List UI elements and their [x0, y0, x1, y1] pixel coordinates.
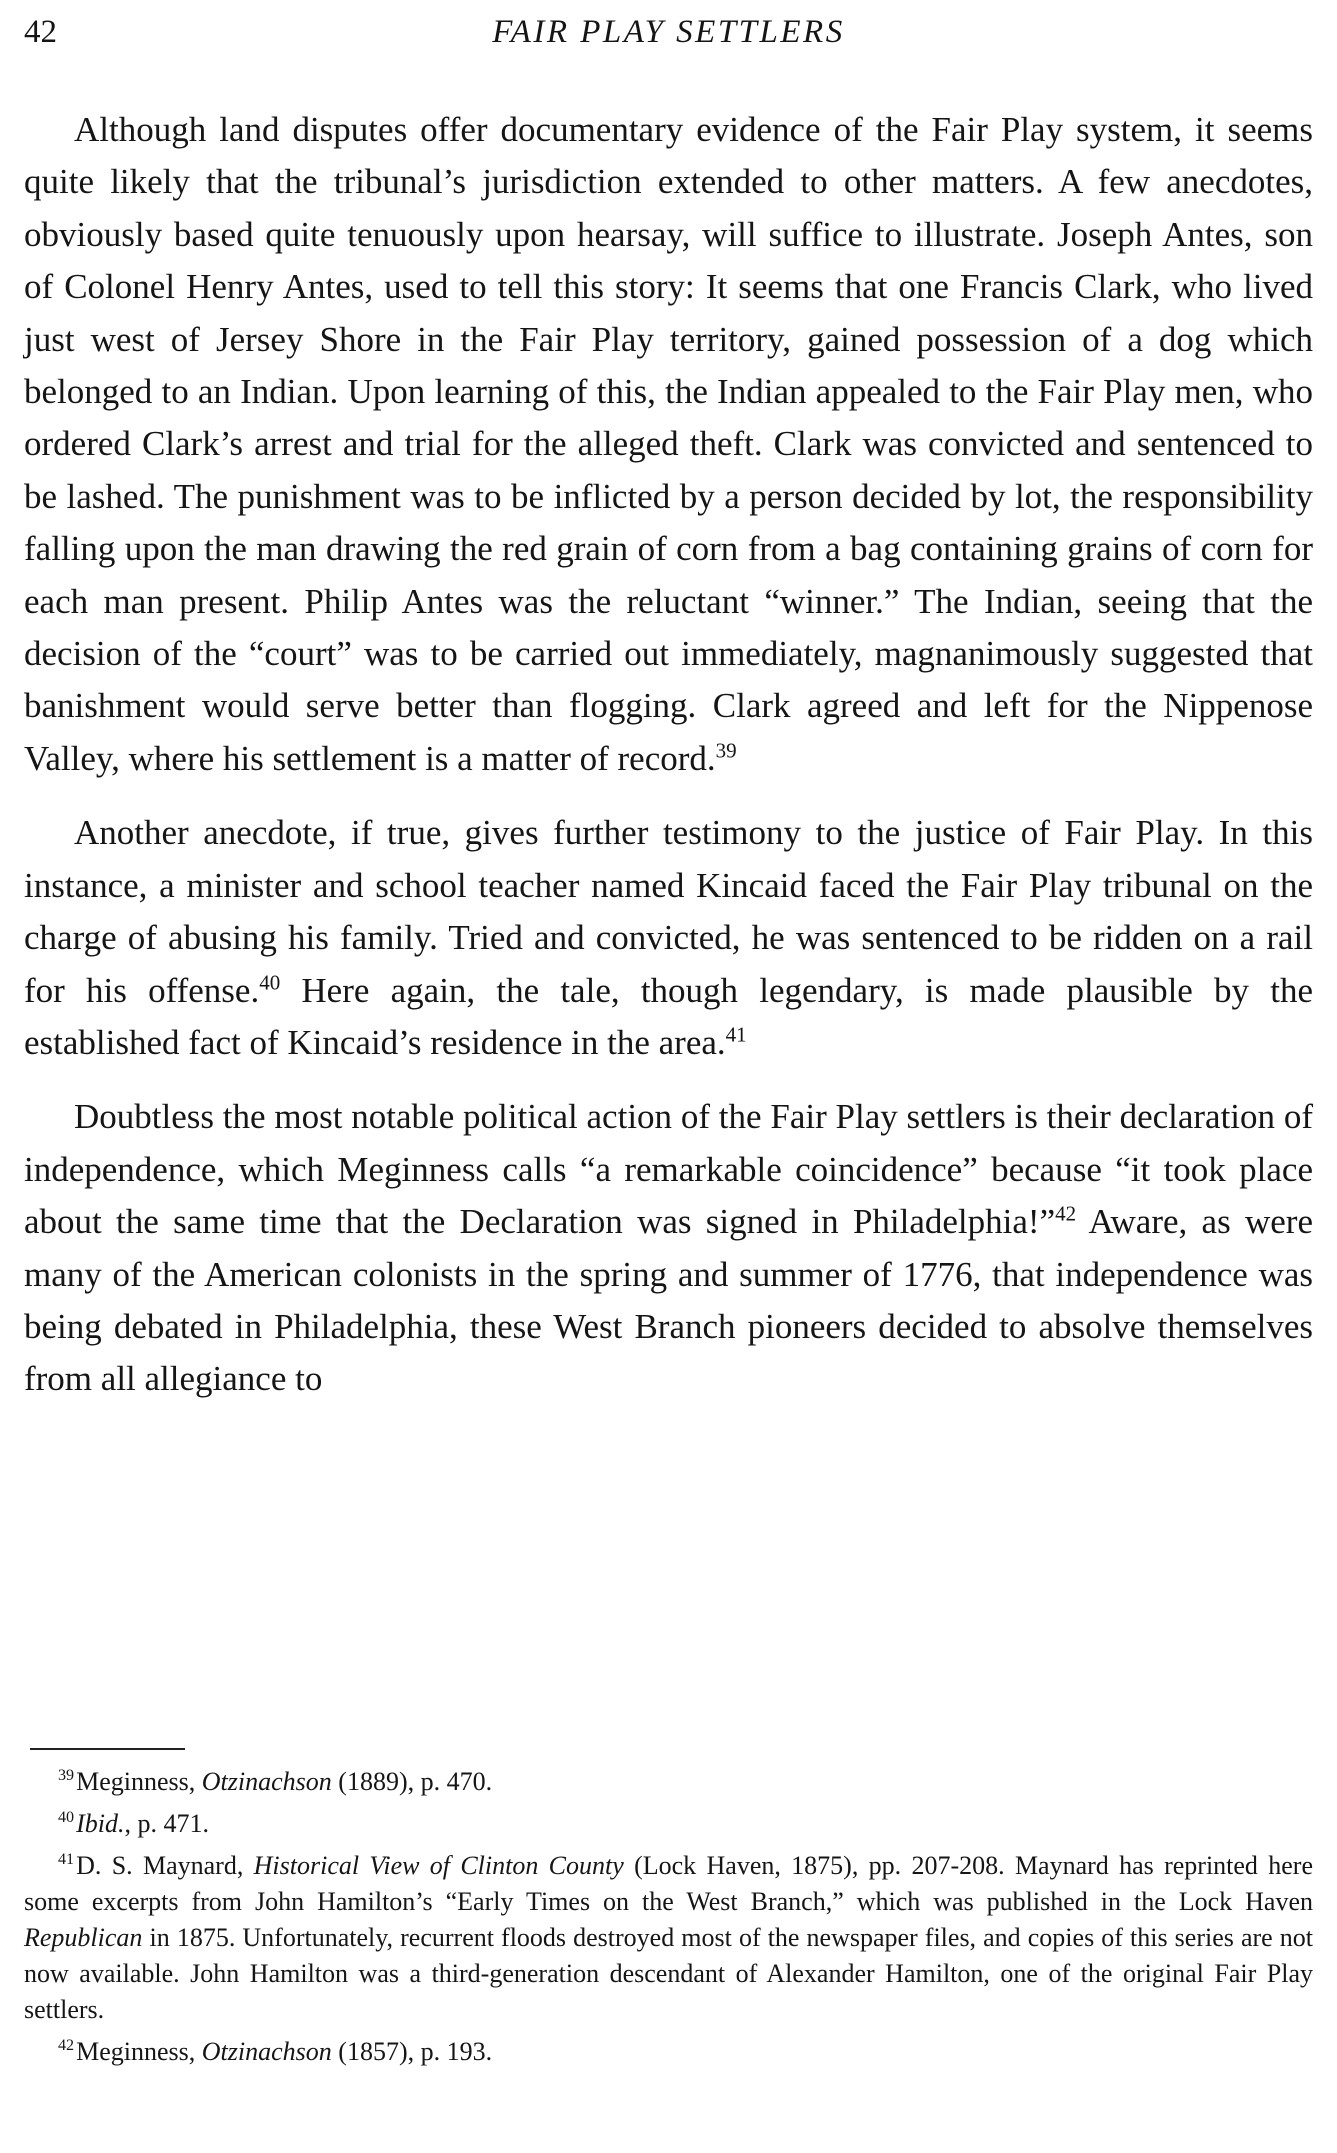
footnote	[24, 1848, 1313, 2028]
footnotes	[24, 1764, 1313, 2076]
footnote-title: Historical View of Clinton County	[253, 1851, 624, 1880]
page-header	[24, 14, 1313, 58]
running-head: FAIR PLAY SETTLERS	[492, 14, 845, 50]
footnote-text: in 1875. Unfortunately, recurrent floods destroyed most of the newspaper files, and copies of this series are not now available. John Hamilton was a third-generation descendant of Alexander Hamilton, one of the original Fair Play settlers.	[24, 1923, 1313, 2024]
paragraph-text: Doubtless the most notable political action of the Fair Play settlers is their declaration of independence, which Meginness calls “a remarkable coincidence” because “it took place about the same time that the Declaration was signed in Philadelphia!”	[24, 1097, 1313, 1242]
footnote-title: Republican	[24, 1923, 143, 1952]
paragraph	[24, 1091, 1313, 1405]
footnote-text: D. S. Maynard,	[76, 1851, 254, 1880]
footnote-number: 40	[58, 1809, 75, 1827]
body-text	[24, 104, 1313, 1428]
footnote	[24, 2034, 1313, 2070]
footnote-text: (1857), p. 193.	[331, 2037, 493, 2066]
footnote-text: , p. 471.	[124, 1809, 209, 1838]
footnote-title: Otzinachson	[201, 2037, 332, 2066]
footnote	[24, 1806, 1313, 1842]
footnote-ref: 42	[1055, 1201, 1077, 1226]
page-number: 42	[24, 14, 57, 50]
footnote-text: Meginness,	[76, 2037, 202, 2066]
footnote-number: 42	[58, 2037, 75, 2055]
paragraph-text: Another anecdote, if true, gives further testimony to the justice of Fair Play. In this instance, a minister and school teacher named Kincaid faced the Fair Play tribunal on the charge of abusing his family. Tried and convicted, he was sentenced to be ridden on a rail for his offense.	[24, 813, 1313, 1010]
paragraph-text: Although land disputes offer documentary evidence of the Fair Play system, it seems quite likely that the tribunal’s jurisdiction extended to other matters. A few anecdotes, obviously based quite tenuously upon hearsay, will suffice to illustrate. Joseph Antes, son of Colonel Henry Antes, used to tell this story: It seems that one Francis Clark, who lived just west of Jersey Shore in the Fair Play territory, gained possession of a dog which belonged to an Indian. Upon learning of this, the Indian appealed to the Fair Play men, who ordered Clark’s arrest and trial for the alleged theft. Clark was convicted and sentenced to be lashed. The punishment was to be inflicted by a person decided by lot, the responsibility falling upon the man drawing the red grain of corn from a bag containing grains of corn for each man present. Philip Antes was the reluctant “winner.” The Indian, seeing that the decision of the “court” was to be carried out immediately, magnanimously suggested that banishment would serve better than flogging. Clark agreed and left for the Nippenose Valley, where his settlement is a matter of record.	[24, 110, 1313, 778]
footnote-number: 39	[58, 1767, 75, 1785]
paragraph-text: Aware, as were many of the American colonists in the spring and summer of 1776, that independence was being debated in Philadelphia, these West Branch pioneers decided to absolve themselves from all allegiance to	[24, 1202, 1313, 1399]
footnote-text: (Lock Haven, 1875), pp. 207-208. Maynard has reprinted here some excerpts from John Hamilton’s “Early Times on the West Branch,” which was published in the Lock Haven	[24, 1851, 1313, 1916]
footnote-number: 41	[58, 1851, 75, 1869]
footnote-title: Otzinachson	[201, 1767, 332, 1796]
footnote-rule	[30, 1748, 185, 1750]
paragraph	[24, 807, 1313, 1069]
paragraph	[24, 104, 1313, 785]
paragraph-text: Here again, the tale, though legendary, is made plausible by the established fact of Kincaid’s residence in the area.	[24, 970, 1314, 1062]
footnote-ref: 40	[259, 969, 281, 994]
footnote	[24, 1764, 1313, 1800]
footnote-ref: 39	[715, 738, 737, 763]
footnote-ref: 41	[725, 1022, 747, 1047]
footnote-text: (1889), p. 470.	[331, 1767, 493, 1796]
footnote-text: Meginness,	[76, 1767, 202, 1796]
footnote-title: Ibid.	[76, 1809, 125, 1838]
